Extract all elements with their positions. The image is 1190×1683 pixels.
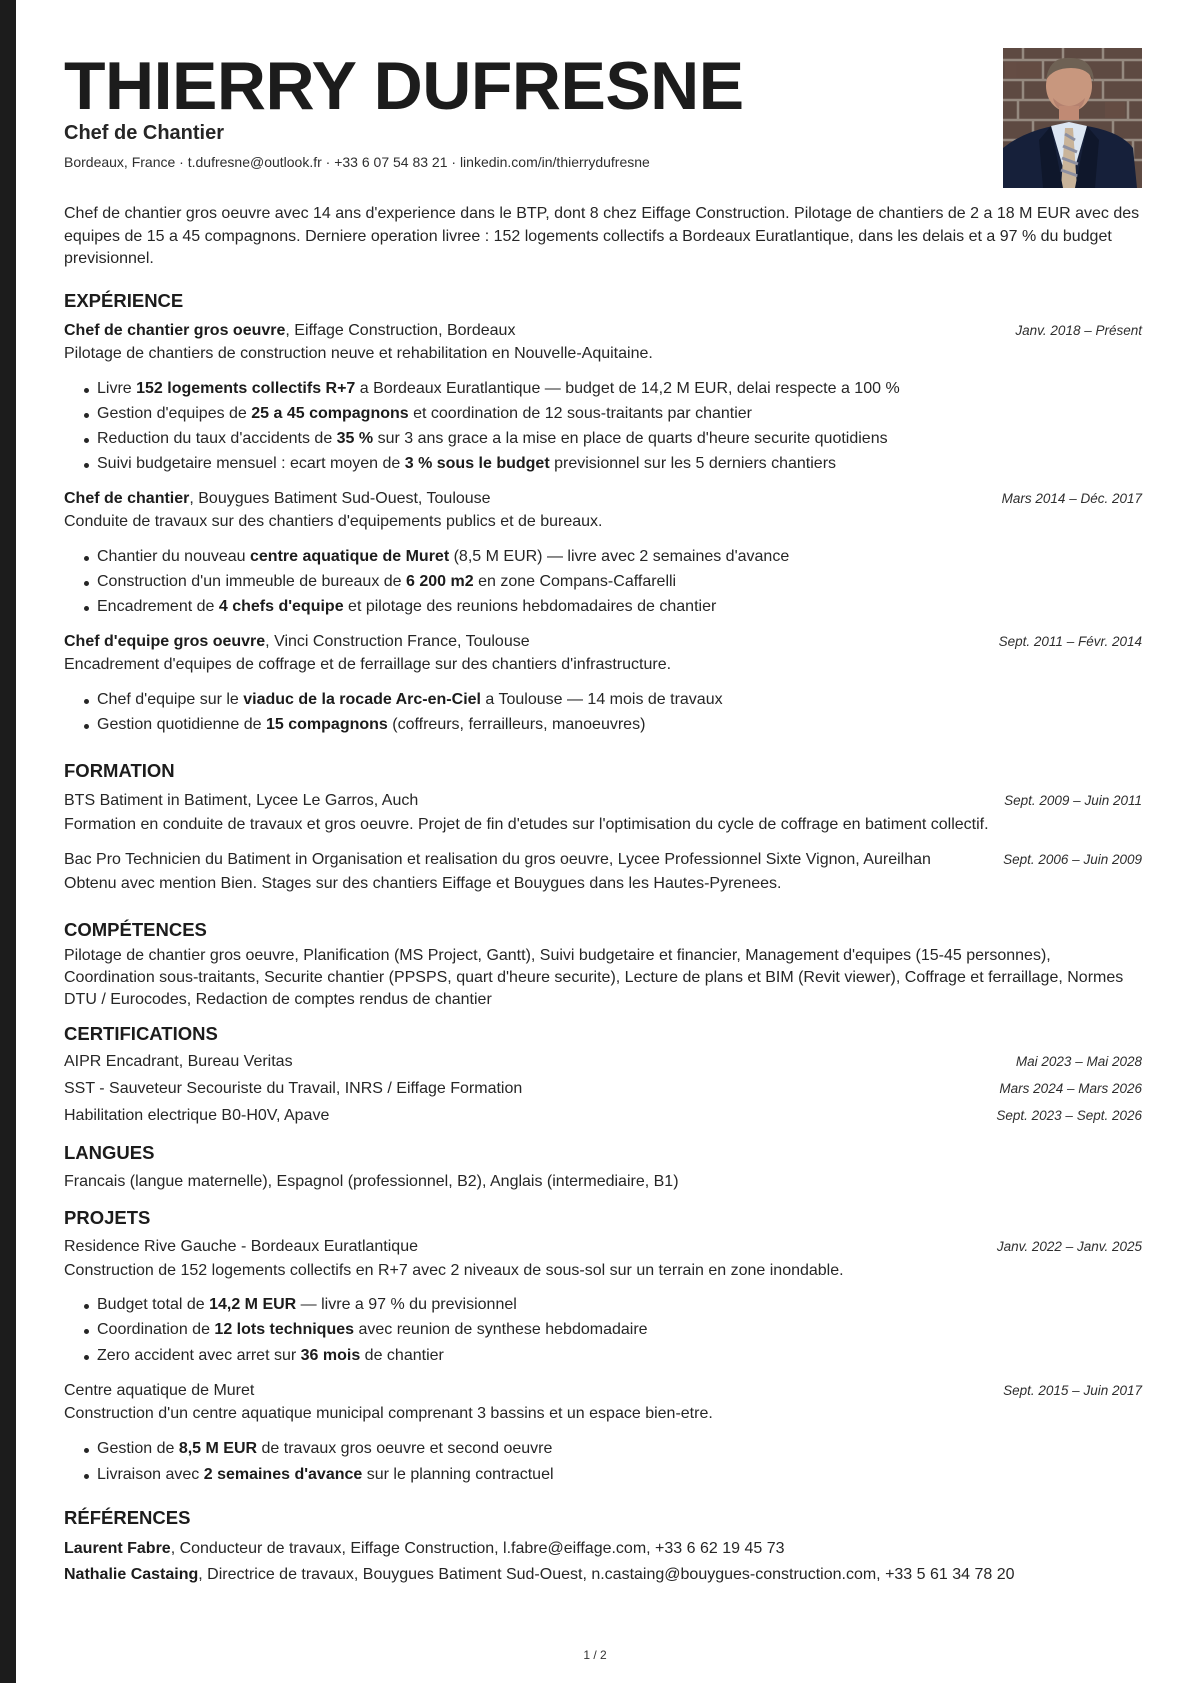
reference-item: [64, 1540, 1142, 1558]
section-title-education: FORMATION: [64, 760, 175, 781]
skills-list: Pilotage de chantier gros oeuvre, Planification (MS Project, Gantt), Suivi budgetaire et financier, Management d'equipes (15-45 personnes), Coordination sous-traitants, Securite chantier (PPSPS, quart d'heure securite), Lecture de plans et BIM (Revit viewer), Coffrage et ferraillage, Normes DTU / Eurocodes, Redaction de comptes rendus de chantier: [64, 947, 1124, 1008]
certification-item: [64, 1107, 1142, 1125]
contact-line: Bordeaux, France · t.dufresne@outlook.fr · +33 6 07 54 83 21 · linkedin.com/in/thierrydufresne: [64, 154, 650, 170]
job-company: , Eiffage Construction, Bordeaux: [285, 322, 516, 339]
project-bullet: Budget total de 14,2 M EUR — livre a 97 % du previsionnel: [97, 1296, 517, 1313]
section-title-languages: LANGUES: [64, 1142, 155, 1163]
project-name: Residence Rive Gauche - Bordeaux Euratlantique: [64, 1238, 418, 1255]
job-bullet: Chantier du nouveau centre aquatique de Muret (8,5 M EUR) — livre avec 2 semaines d'avance: [97, 548, 790, 565]
job-date: Mars 2014 – Déc. 2017: [1001, 491, 1142, 506]
reference-details: , Directrice de travaux, Bouygues Batiment Sud-Ouest, n.castaing@bouygues-construction.com, +33 5 61 34 78 20: [198, 1566, 1015, 1583]
education-degree: BTS Batiment in Batiment, Lycee Le Garros, Auch: [64, 792, 419, 809]
certification-date: Mai 2023 – Mai 2028: [1015, 1054, 1142, 1069]
job-company: , Bouygues Batiment Sud-Ouest, Toulouse: [189, 490, 491, 507]
project-bullet: Coordination de 12 lots techniques avec reunion de synthese hebdomadaire: [97, 1321, 648, 1338]
job-role: Chef de chantier: [64, 490, 190, 507]
education-description: Obtenu avec mention Bien. Stages sur des chantiers Eiffage et Bouygues dans les Hautes-Pyrenees.: [64, 875, 782, 892]
education-date: Sept. 2009 – Juin 2011: [1004, 793, 1142, 808]
project-date: Sept. 2015 – Juin 2017: [1003, 1383, 1142, 1398]
professional-summary: Chef de chantier gros oeuvre avec 14 ans d'experience dans le BTP, dont 8 chez Eiffage Construction. Pilotage de chantiers de 2 a 18 M EUR avec des equipes de 15 a 45 compagnons. Derniere operation livree : 152 logements collectifs a Bordeaux Euratlantique, dans les delais et a 97 % du budget previsionnel.: [64, 205, 1140, 267]
languages-list: Francais (langue maternelle), Espagnol (professionnel, B2), Anglais (intermediaire, B1): [64, 1173, 679, 1190]
project-bullet: Gestion de 8,5 M EUR de travaux gros oeuvre et second oeuvre: [97, 1440, 553, 1457]
project-description: Construction d'un centre aquatique municipal comprenant 3 bassins et un espace bien-etre.: [64, 1405, 713, 1422]
job-bullet: Chef d'equipe sur le viaduc de la rocade Arc-en-Ciel a Toulouse — 14 mois de travaux: [97, 691, 723, 708]
job-bullet: Suivi budgetaire mensuel : ecart moyen de 3 % sous le budget previsionnel sur les 5 derniers chantiers: [97, 455, 837, 472]
education-header: [64, 792, 1142, 810]
certification-name: SST - Sauveteur Secouriste du Travail, INRS / Eiffage Formation: [64, 1080, 523, 1097]
certification-item: [64, 1053, 1142, 1071]
project-date: Janv. 2022 – Janv. 2025: [996, 1239, 1142, 1254]
job-role: Chef d'equipe gros oeuvre: [64, 633, 266, 650]
section-title-experience: EXPÉRIENCE: [64, 290, 184, 311]
project-header: [64, 1382, 1142, 1400]
candidate-name: THIERRY DUFRESNE: [64, 48, 744, 124]
certification-date: Mars 2024 – Mars 2026: [999, 1081, 1142, 1096]
education-description: Formation en conduite de travaux et gros oeuvre. Projet de fin d'etudes sur l'optimisation du cycle de coffrage en batiment collectif.: [64, 816, 989, 833]
certification-name: Habilitation electrique B0-H0V, Apave: [64, 1107, 330, 1124]
project-bullet: Zero accident avec arret sur 36 mois de chantier: [97, 1347, 444, 1364]
left-accent-bar: [0, 0, 16, 1683]
certification-item: [64, 1080, 1142, 1098]
reference-name: Laurent Fabre: [64, 1540, 171, 1557]
job-bullet: Reduction du taux d'accidents de 35 % sur 3 ans grace a la mise en place de quarts d'heure securite quotidiens: [97, 430, 888, 447]
section-title-references: RÉFÉRENCES: [64, 1507, 191, 1528]
section-title-certifications: CERTIFICATIONS: [64, 1023, 218, 1044]
job-description: Pilotage de chantiers de construction neuve et rehabilitation en Nouvelle-Aquitaine.: [64, 345, 653, 362]
job-header: [64, 490, 1142, 508]
job-bullet: Gestion quotidienne de 15 compagnons (coffreurs, ferrailleurs, manoeuvres): [97, 716, 646, 733]
education-degree: Bac Pro Technicien du Batiment in Organisation et realisation du gros oeuvre, Lycee Professionnel Sixte Vignon, Aureilhan: [64, 851, 931, 868]
section-title-projects: PROJETS: [64, 1207, 151, 1228]
job-bullet: Gestion d'equipes de 25 a 45 compagnons et coordination de 12 sous-traitants par chantier: [97, 405, 752, 422]
education-date: Sept. 2006 – Juin 2009: [1003, 852, 1142, 867]
reference-details: , Conducteur de travaux, Eiffage Construction, l.fabre@eiffage.com, +33 6 62 19 45 73: [170, 1540, 785, 1557]
job-header: [64, 322, 1142, 340]
project-bullet: Livraison avec 2 semaines d'avance sur le planning contractuel: [97, 1466, 554, 1483]
job-description: Encadrement d'equipes de coffrage et de ferraillage sur des chantiers d'infrastructure.: [64, 656, 672, 673]
certification-name: AIPR Encadrant, Bureau Veritas: [64, 1053, 293, 1070]
project-name: Centre aquatique de Muret: [64, 1382, 255, 1399]
job-header: [64, 633, 1142, 651]
job-bullet: Livre 152 logements collectifs R+7 a Bordeaux Euratlantique — budget de 14,2 M EUR, delai respecte a 100 %: [97, 380, 900, 397]
reference-item: [64, 1566, 1142, 1584]
page-number: 1 / 2: [583, 1648, 607, 1662]
job-company: , Vinci Construction France, Toulouse: [265, 633, 530, 650]
profile-photo: [1003, 48, 1142, 188]
job-description: Conduite de travaux sur des chantiers d'equipements publics et de bureaux.: [64, 513, 603, 530]
candidate-role: Chef de Chantier: [64, 122, 225, 144]
job-bullet: Encadrement de 4 chefs d'equipe et pilotage des reunions hebdomadaires de chantier: [97, 598, 717, 615]
project-description: Construction de 152 logements collectifs en R+7 avec 2 niveaux de sous-sol sur un terrain en zone inondable.: [64, 1262, 844, 1279]
job-role: Chef de chantier gros oeuvre: [64, 322, 286, 339]
certification-date: Sept. 2023 – Sept. 2026: [996, 1108, 1142, 1123]
section-title-skills: COMPÉTENCES: [64, 919, 207, 940]
job-date: Janv. 2018 – Présent: [1015, 323, 1142, 338]
job-date: Sept. 2011 – Févr. 2014: [998, 634, 1142, 649]
project-header: [64, 1238, 1142, 1256]
reference-name: Nathalie Castaing: [64, 1566, 199, 1583]
job-bullet: Construction d'un immeuble de bureaux de 6 200 m2 en zone Compans-Caffarelli: [97, 573, 677, 590]
education-header: [64, 851, 1142, 869]
